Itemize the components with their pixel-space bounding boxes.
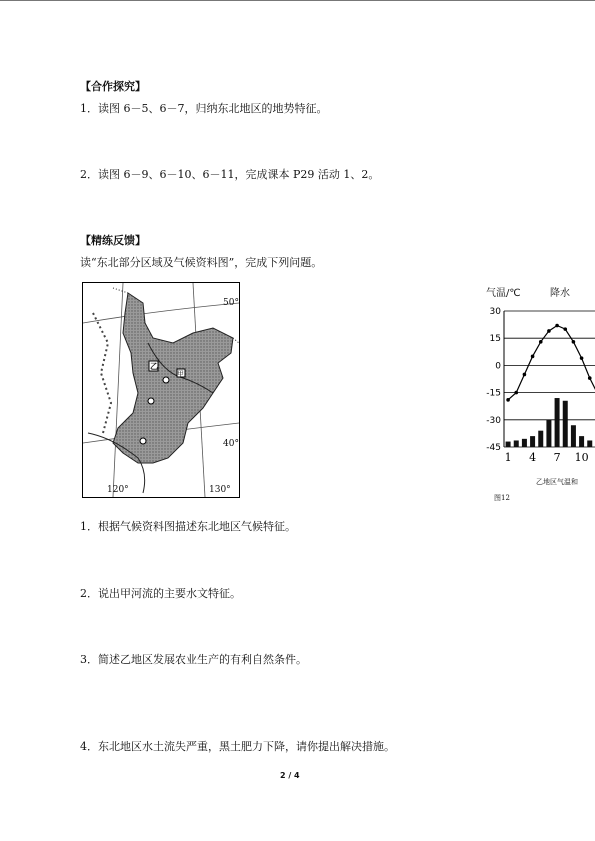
temperature-point [580,356,584,360]
x-tick-label: 7 [553,451,561,464]
temp-axis-label: 气温/℃ [486,288,521,299]
page-number: 2 / 4 [280,771,300,780]
precip-bar [571,425,576,447]
precip-bar [530,436,535,447]
x-tick-label: 10 [574,451,589,464]
city-marker [140,438,146,444]
x-tick-label: 1 [504,451,512,464]
temperature-line [508,326,595,400]
section-heading-practice: 【精练反馈】 [80,234,146,247]
climate-chart [482,285,595,505]
precip-bar [563,401,568,447]
precip-axis-label: 降水 [550,288,570,299]
temperature-point [506,398,510,402]
y-tick-label: -15 [486,388,501,399]
temperature-point [588,376,592,380]
practice-question-1: 1．根据气候资料图描述东北地区气候特征。 [80,520,296,533]
question-1: 1．读图 6－5、6－7，归纳东北地区的地势特征。 [80,102,328,115]
temperature-point [531,355,535,359]
latitude-line-50 [83,303,239,323]
region-label-jia: 甲 [177,370,184,378]
y-tick-label: 30 [489,307,501,317]
y-tick-label: -30 [486,415,501,426]
precip-bar [587,440,592,447]
city-marker [163,377,169,383]
section-heading-cooperation: 【合作探究】 [80,80,146,93]
y-tick-label: 0 [495,361,501,372]
temperature-point [555,324,559,328]
map-graphic [83,283,239,497]
practice-question-2: 2．说出甲河流的主要水文特征。 [80,587,241,600]
x-tick-label: 4 [529,451,537,464]
lat-label-50: 50° [223,298,239,308]
mountain-range [93,313,111,433]
temperature-point [539,340,543,344]
precip-bar [546,420,551,447]
practice-question-3: 3．简述乙地区发展农业生产的有利自然条件。 [80,653,307,666]
longitude-line-120 [113,283,123,497]
precip-bar [506,442,511,447]
temperature-point [514,391,518,395]
precip-bar [579,436,584,447]
figure-label: 图12 [494,494,510,502]
shaded-region [113,293,233,463]
climate-chart-svg [482,285,595,505]
precip-bar [538,431,543,447]
practice-intro: 读“东北部分区域及气候资料图”，完成下列问题。 [80,256,323,269]
precip-bar [522,439,527,447]
precip-bar [555,398,560,447]
region-label-yi: 乙 [150,361,158,371]
precip-bar [514,440,519,447]
practice-question-4: 4．东北地区水土流失严重，黑土肥力下降，请你提出解决措施。 [80,740,395,753]
temperature-point [547,329,551,333]
lat-label-40: 40° [223,439,239,449]
lon-label-130: 130° [209,485,231,495]
question-2: 2．读图 6－9、6－10、6－11，完成课本 P29 活动 1、2。 [80,168,380,181]
city-marker [148,398,154,404]
temperature-point [572,340,576,344]
temperature-point [523,373,527,377]
y-tick-label: 15 [489,334,501,345]
temperature-point [563,327,567,331]
chart-caption: 乙地区气温和 [536,478,578,486]
northeast-region-map [82,282,240,498]
top-border [0,0,595,1]
lon-label-120: 120° [107,485,129,495]
y-tick-label: -45 [486,443,501,453]
